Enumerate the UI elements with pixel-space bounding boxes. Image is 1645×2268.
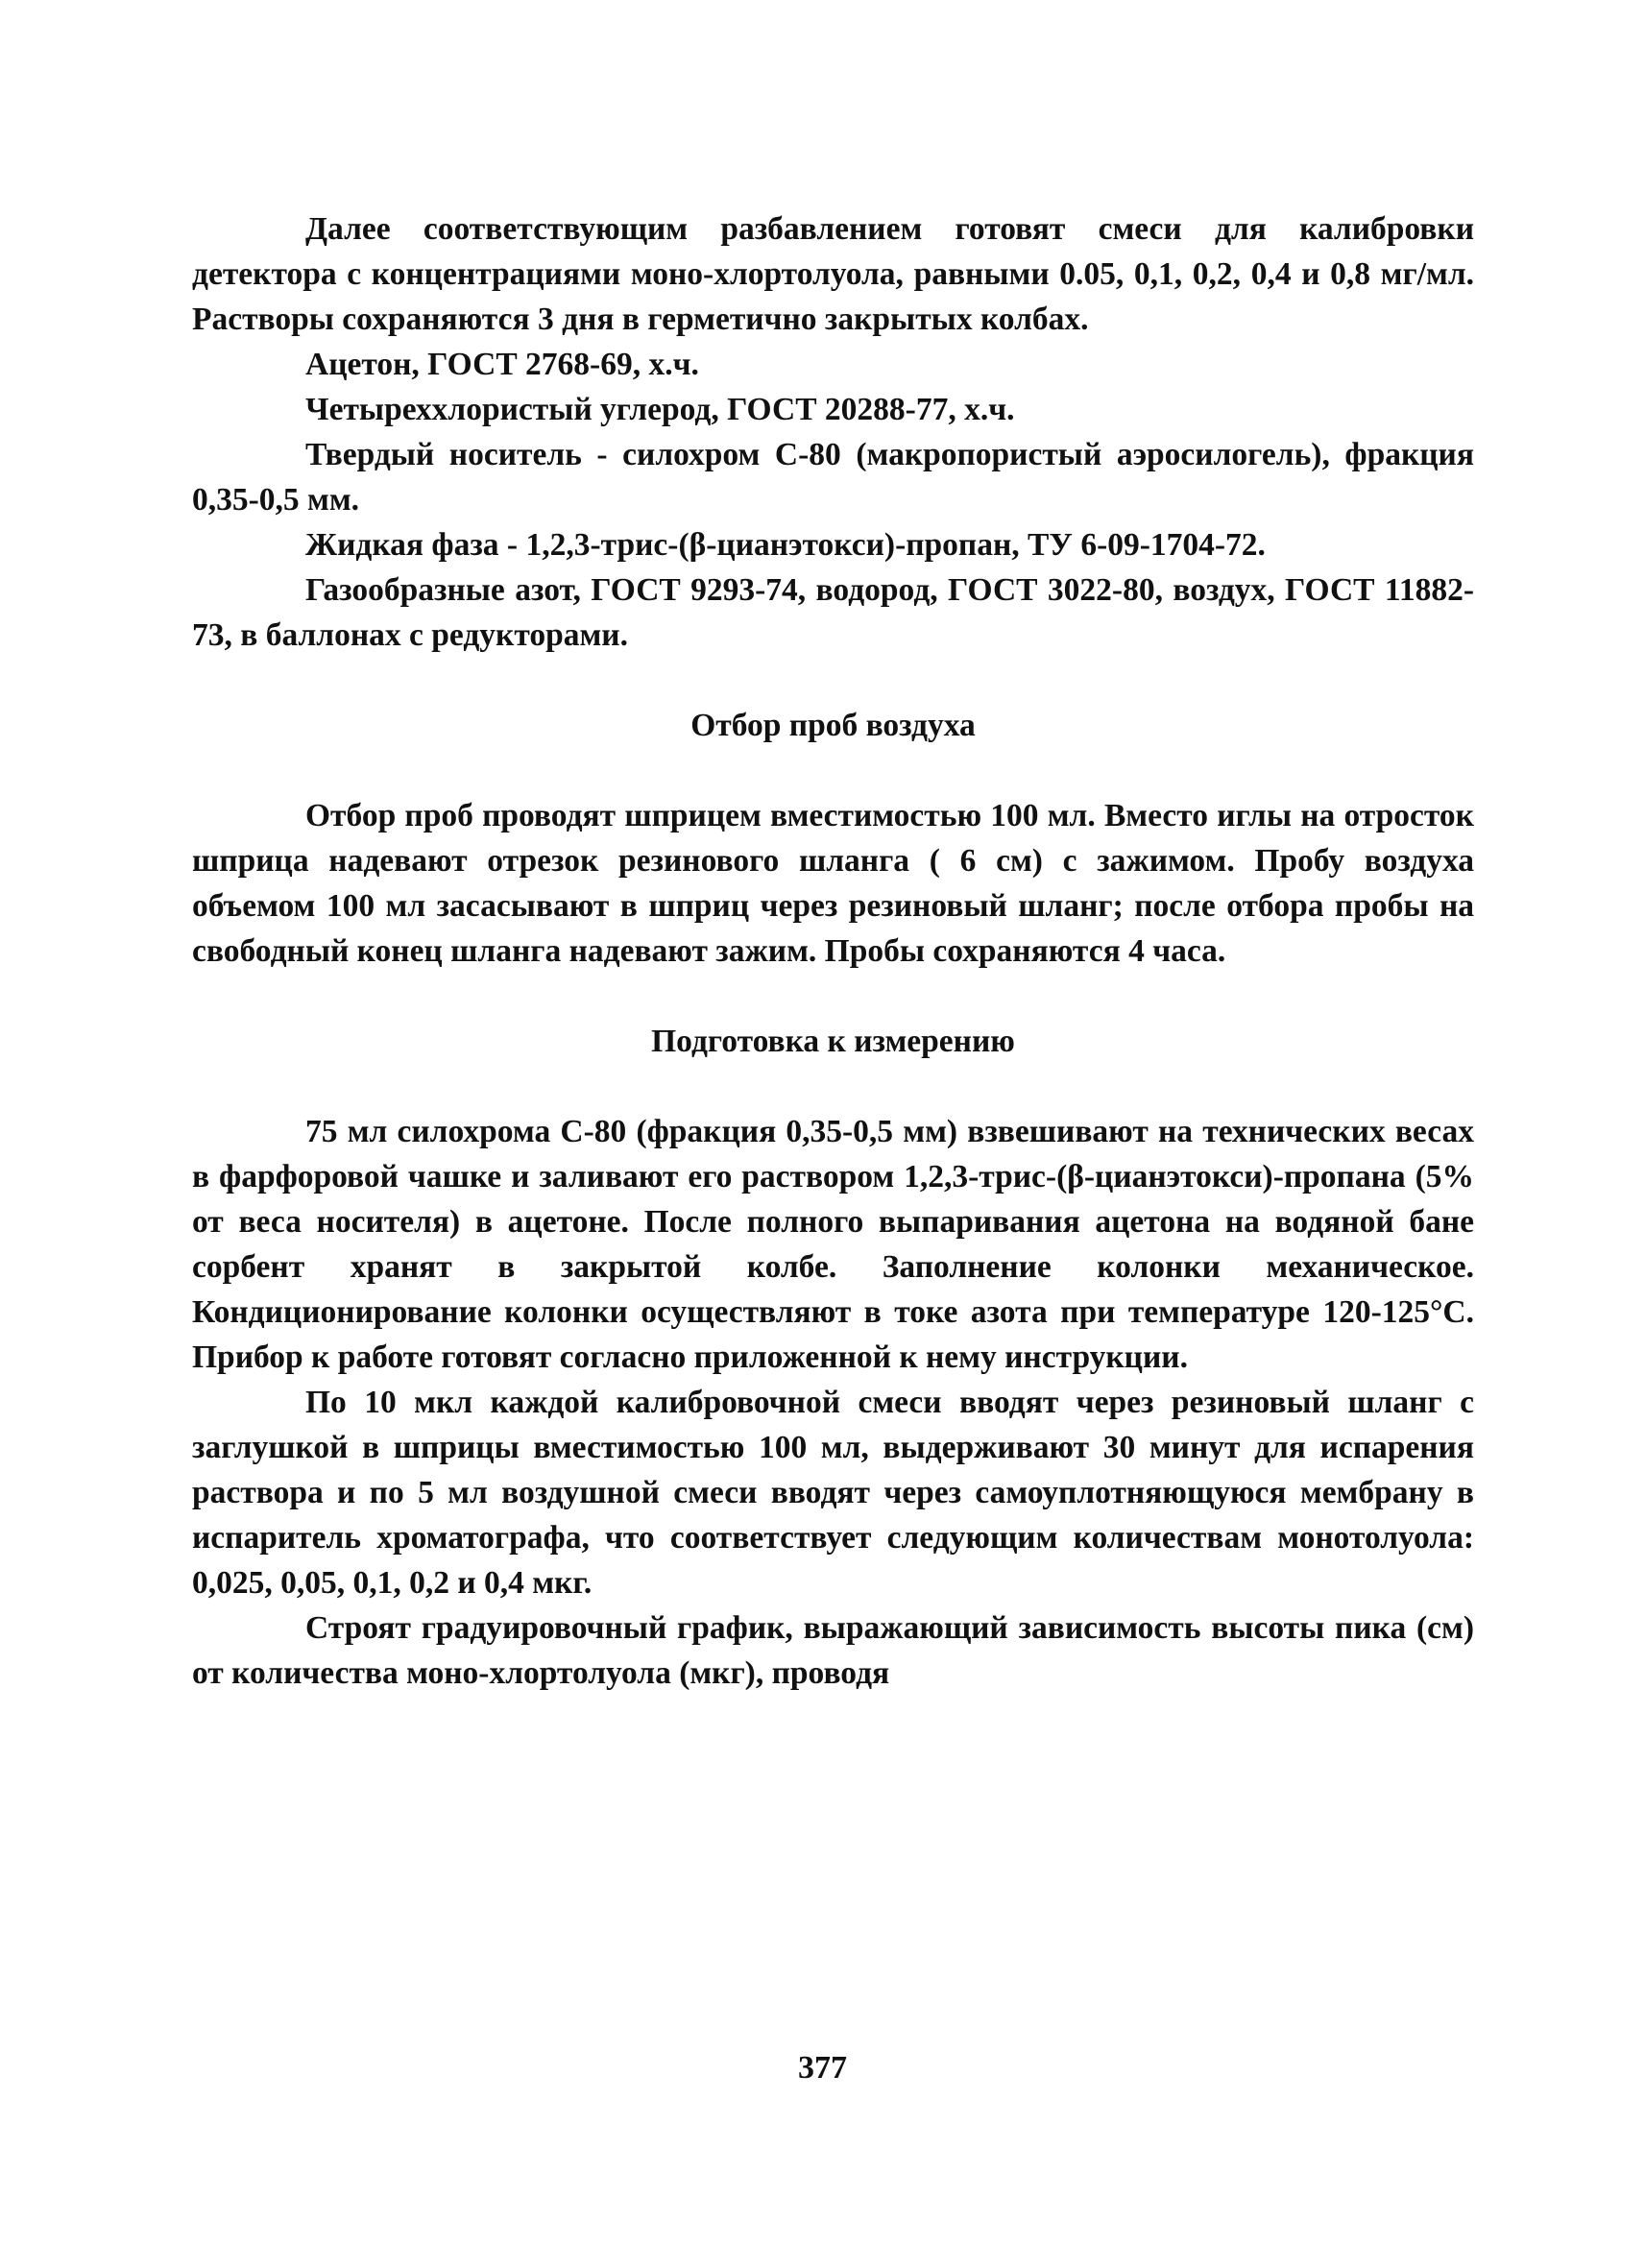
reagent-gases: Газообразные азот, ГОСТ 9293-74, водород, ГОСТ 3022-80, воздух, ГОСТ 11882-73, в баллонах с редукторами. [192,572,1474,653]
page-body [192,206,1474,1696]
paragraph-sampling: Отбор проб проводят шприцем вместимостью 100 мл. Вместо иглы на отросток шприца надевают отрезок резинового шланга ( 6 см) с зажимом. Пробу воздуха объемом 100 мл засасывают в шприц через резиновый шланг; после отбора пробы на свободный конец шланга надевают зажим. Пробы сохраняются 4 часа. [192,798,1474,969]
page-number: 377 [798,2050,847,2086]
section-heading-sampling: Отбор проб воздуха [690,708,976,743]
paragraph-sorbent-preparation: 75 мл силохрома С-80 (фракция 0,35-0,5 мм) взвешивают на технических весах в фарфоровой чашке и заливают его раствором 1,2,3-трис-(β-цианэтокси)-пропана (5% от веса носителя) в ацетоне. После полного выпаривания ацетона на водяной бане сорбент хранят в закрытой колбе. Заполнение колонки механическое. Кондиционирование колонки осуществляют в токе азота при температуре 120-125°С. Прибор к работе готовят согласно приложенной к нему инструкции. [192,1114,1474,1375]
paragraph-calibration-mixtures: Далее соответствующим разбавлением готовят смеси для калибровки детектора с концентрациями моно-хлортолуола, равными 0.05, 0,1, 0,2, 0,4 и 0,8 мг/мл. Растворы сохраняются 3 дня в герметично закрытых колбах. [192,211,1474,337]
section-heading-preparation: Подготовка к измерению [651,1024,1015,1059]
reagent-solid-carrier: Твердый носитель - силохром С-80 (макропористый аэросилогель), фракция 0,35-0,5 мм. [192,437,1474,518]
reagent-liquid-phase: Жидкая фаза - 1,2,3-трис-(β-цианэтокси)-пропан, ТУ 6-09-1704-72. [305,527,1266,563]
paragraph-calibration-graph: Строят градуировочный график, выражающий зависимость высоты пика (см) от количества моно-хлортолуола (мкг), проводя [192,1610,1474,1691]
reagent-carbon-tetrachloride: Четыреххлористый углерод, ГОСТ 20288-77, х.ч. [305,392,1015,427]
paragraph-calibration-injection: По 10 мкл каждой калибровочной смеси вводят через резиновый шланг с заглушкой в шприцы вместимостью 100 мл, выдерживают 30 минут для испарения раствора и по 5 мл воздушной смеси вводят через самоуплотняющуюся мембрану в испаритель хроматографа, что соответствует следующим количествам монотолуола: 0,025, 0,05, 0,1, 0,2 и 0,4 мкг. [192,1385,1474,1601]
reagent-acetone: Ацетон, ГОСТ 2768-69, х.ч. [305,347,699,382]
